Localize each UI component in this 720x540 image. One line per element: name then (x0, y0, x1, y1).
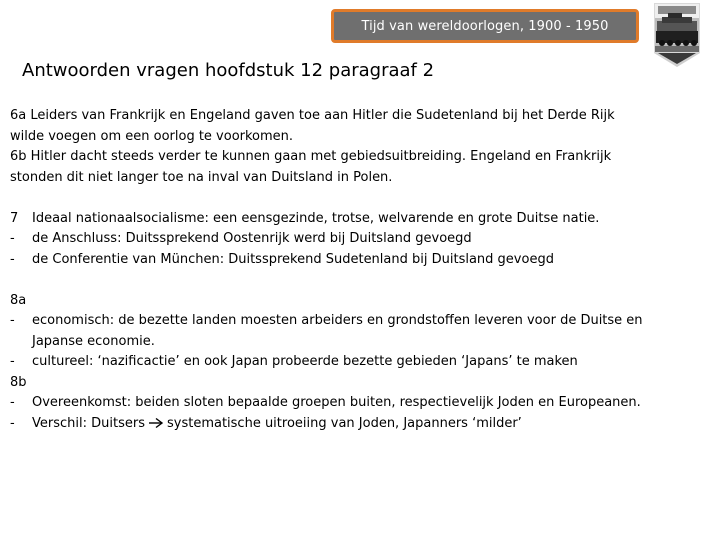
list-item (10, 393, 718, 414)
list-marker: - (10, 231, 15, 246)
list-item-text (32, 414, 522, 435)
list-item (10, 352, 718, 373)
list-marker: - (10, 395, 15, 410)
difference-text-before: Verschil: Duitsers (32, 415, 145, 431)
list-item-text: de Anschluss: Duitssprekend Oostenrijk werd bij Duitsland gevoegd (32, 231, 472, 246)
list-item (10, 311, 718, 332)
answer-8b-label: 8b (10, 374, 27, 390)
answer-7-text: Ideaal nationaalsocialisme: een eensgezinde, trotse, welvarende en grote Duitse natie. (32, 210, 600, 226)
answer-6b-line-2: stonden dit niet langer toe na inval van Duitsland in Polen. (10, 169, 393, 185)
chapter-banner (331, 9, 639, 43)
answer-8a-label: 8a (10, 292, 27, 308)
right-arrow-icon (148, 417, 164, 429)
answer-6a-line-1: 6a Leiders van Frankrijk en Engeland gaven toe aan Hitler die Sudetenland bij het Derde Rijk (10, 108, 615, 123)
list-item-text: Overeenkomst: beiden sloten bepaalde groepen buiten, respectievelijk Joden en Europeanen. (32, 395, 641, 410)
answers-body (10, 106, 718, 434)
historical-photo-thumbnail (654, 3, 700, 67)
list-marker: - (10, 415, 15, 431)
list-item (10, 414, 718, 435)
answer-7 (10, 209, 718, 230)
answer-6b-line-1: 6b Hitler dacht steeds verder te kunnen gaan met gebiedsuitbreiding. Engeland en Frankrijk (10, 149, 612, 164)
list-marker: - (10, 251, 15, 267)
list-item (10, 229, 718, 250)
page-title: Antwoorden vragen hoofdstuk 12 paragraaf 2 (22, 60, 435, 81)
list-item-continuation: Japanse economie. (32, 333, 155, 349)
chapter-banner-text: Tijd van wereldoorlogen, 1900 - 1950 (361, 18, 609, 34)
list-marker: - (10, 313, 15, 328)
list-item (10, 250, 718, 271)
answer-6a-line-2: wilde voegen om een oorlog te voorkomen. (10, 128, 294, 144)
list-marker: 7 (10, 210, 19, 226)
list-marker: - (10, 354, 15, 369)
list-item-text: de Conferentie van München: Duitssprekend Sudetenland bij Duitsland gevoegd (32, 251, 554, 267)
list-item-text: cultureel: ‘nazificactie’ en ook Japan probeerde bezette gebieden ‘Japans’ te maken (32, 354, 578, 369)
list-item-text: economisch: de bezette landen moesten arbeiders en grondstoffen leveren voor de Duitse en (32, 313, 643, 328)
difference-text-after: systematische uitroeiing van Joden, Japanners ‘milder’ (166, 415, 522, 431)
